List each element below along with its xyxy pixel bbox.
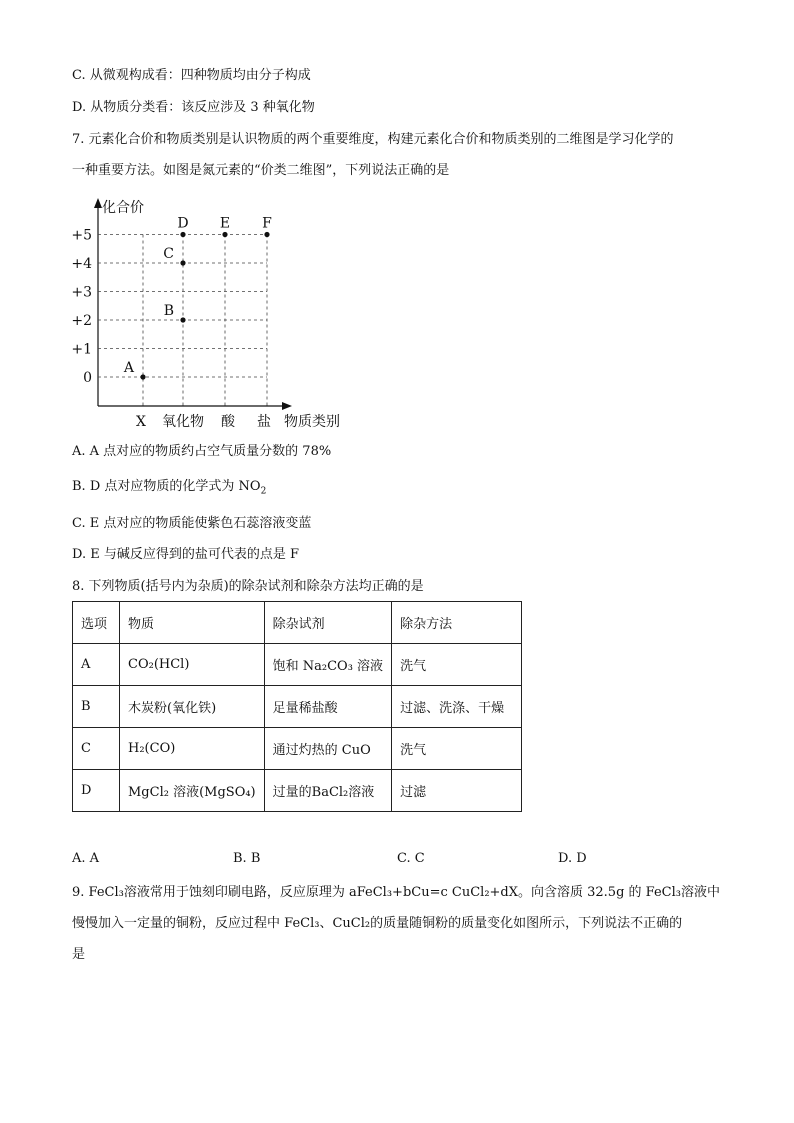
table-cell: 洗气 xyxy=(392,728,522,770)
y-axis-label: 化合价 xyxy=(102,200,144,216)
q9-stem-line1: 9. FeCl₃溶液常用于蚀刻印刷电路，反应原理为 aFeCl₃+bCu=c CuCl₂+dX。向含溶质 32.5g 的 FeCl₃溶液中 xyxy=(72,885,720,900)
table-row xyxy=(73,728,522,770)
table-cell: CO₂(HCl) xyxy=(120,644,265,686)
data-point xyxy=(222,232,227,237)
table-cell: A xyxy=(73,644,120,686)
x-axis-arrow xyxy=(282,402,292,410)
q7-stem-line2: 一种重要方法。如图是氮元素的“价类二维图”，下列说法正确的是 xyxy=(72,163,450,178)
y-tick-label: +5 xyxy=(71,227,92,244)
x-tick-label: X xyxy=(136,414,146,430)
table-cell: 饱和 Na₂CO₃ 溶液 xyxy=(264,644,391,686)
data-point xyxy=(180,232,185,237)
y-tick-label: +2 xyxy=(71,313,92,329)
q9-stem-line3: 是 xyxy=(72,947,86,962)
q8-choice-b: B. B xyxy=(233,851,261,866)
q8-choice-a: A. A xyxy=(72,851,100,866)
table-cell: 过量的BaCl₂溶液 xyxy=(264,770,391,812)
q7-option-c: C. E 点对应的物质能使紫色石蕊溶液变蓝 xyxy=(72,516,312,531)
q7-option-b-formula xyxy=(238,479,267,497)
header-cell: 除杂试剂 xyxy=(264,602,391,644)
header-cell: 物质 xyxy=(120,602,265,644)
table-row xyxy=(73,770,522,812)
valence-class-chart xyxy=(70,190,370,430)
point-label: A xyxy=(123,360,134,376)
x-tick-label: 氧化物 xyxy=(162,414,204,430)
q7-option-a: A. A 点对应的物质约占空气质量分数的 78% xyxy=(72,444,332,459)
table-row xyxy=(73,686,522,728)
header-cell: 除杂方法 xyxy=(392,602,522,644)
table-cell: 木炭粉(氧化铁) xyxy=(120,686,265,728)
y-tick-label: +1 xyxy=(71,341,92,358)
q8-stem: 8. 下列物质(括号内为杂质)的除杂试剂和除杂方法均正确的是 xyxy=(72,579,424,594)
q8-choices xyxy=(72,851,722,869)
table-row xyxy=(73,644,522,686)
formula-main: NO xyxy=(238,479,261,494)
y-tick-label: 0 xyxy=(83,370,92,386)
table-cell: 足量稀盐酸 xyxy=(264,686,391,728)
q7-option-b-text: B. D 点对应物质的化学式为 xyxy=(72,479,235,494)
table-cell: MgCl₂ 溶液(MgSO₄) xyxy=(120,770,265,812)
data-point xyxy=(180,260,185,265)
table-header-row xyxy=(73,602,522,644)
formula-sub: 2 xyxy=(260,486,267,497)
table-cell: D xyxy=(73,770,120,812)
table-cell: B xyxy=(73,686,120,728)
q7-stem-line1: 7. 元素化合价和物质类别是认识物质的两个重要维度，构建元素化合价和物质类别的二维图是学习化学的 xyxy=(72,132,674,147)
q8-table xyxy=(72,601,522,812)
q8-choice-c: C. C xyxy=(397,851,425,866)
table-cell: 洗气 xyxy=(392,644,522,686)
x-tick-label: 盐 xyxy=(257,414,271,430)
point-label: C xyxy=(163,246,174,262)
q9-stem-line2: 慢慢加入一定量的铜粉，反应过程中 FeCl₃、CuCl₂的质量随铜粉的质量变化如图所示，下列说法不正确的 xyxy=(72,916,683,931)
y-tick-label: +4 xyxy=(71,256,92,272)
y-axis-arrow xyxy=(94,198,102,208)
point-label: F xyxy=(262,215,272,232)
point-label: E xyxy=(219,215,231,232)
q7-option-b xyxy=(72,478,266,501)
table-cell: 过滤 xyxy=(392,770,522,812)
prev-option-d: D. 从物质分类看：该反应涉及 3 种氧化物 xyxy=(72,100,315,115)
point-label: D xyxy=(177,215,189,232)
prev-option-c: C. 从微观构成看：四种物质均由分子构成 xyxy=(72,68,311,83)
table-cell: 通过灼热的 CuO xyxy=(264,728,391,770)
header-cell: 选项 xyxy=(73,602,120,644)
table-cell: H₂(CO) xyxy=(120,728,265,770)
point-label: B xyxy=(163,303,174,319)
q8-choice-d: D. D xyxy=(558,851,587,866)
data-point xyxy=(140,374,145,379)
table-cell: 过滤、洗涤、干燥 xyxy=(392,686,522,728)
q7-option-d: D. E 与碱反应得到的盐可代表的点是 F xyxy=(72,547,299,562)
data-point xyxy=(180,317,185,322)
data-point xyxy=(264,232,269,237)
table-cell: C xyxy=(73,728,120,770)
x-axis-label: 物质类别 xyxy=(284,414,340,430)
x-tick-label: 酸 xyxy=(221,414,235,430)
y-tick-label: +3 xyxy=(71,284,92,301)
